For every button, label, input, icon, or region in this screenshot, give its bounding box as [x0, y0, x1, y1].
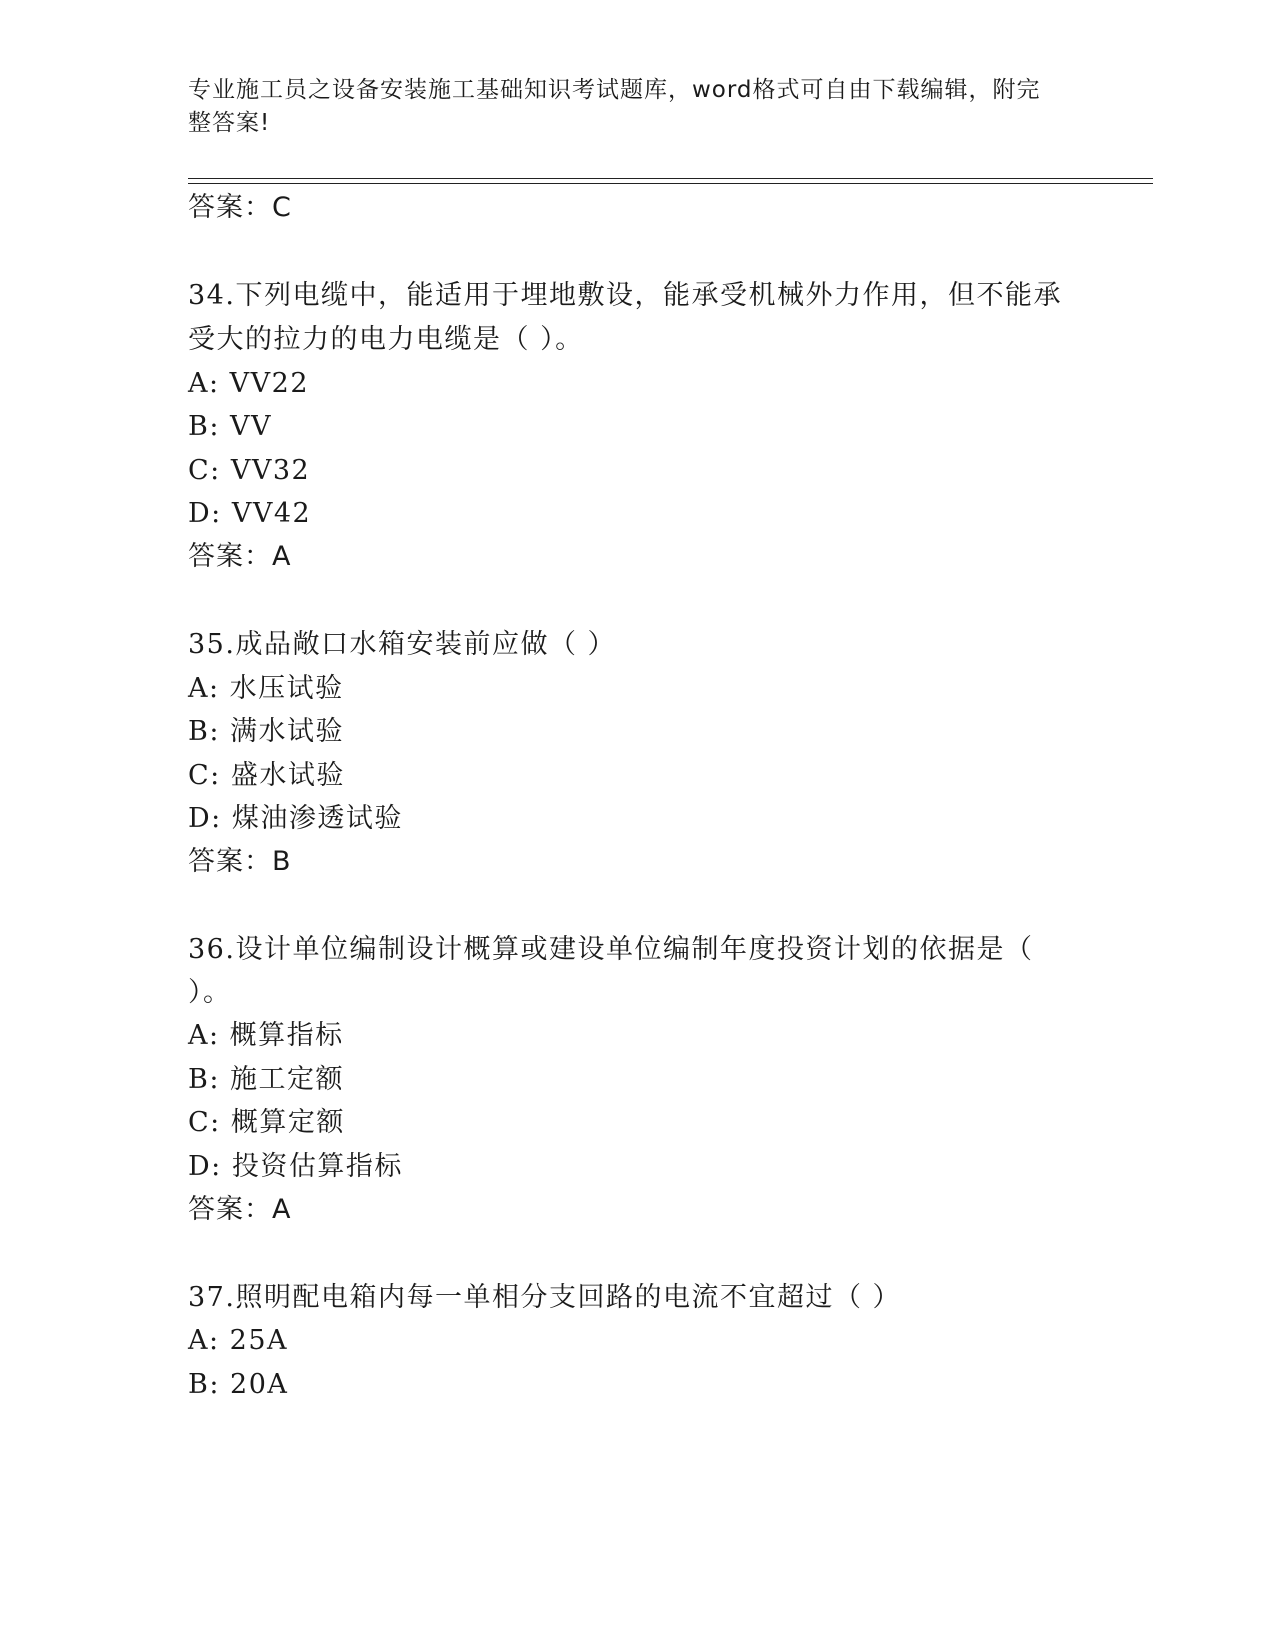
option-d: D: 投资估算指标	[188, 1151, 403, 1182]
option-a: A: 水压试验	[188, 673, 344, 704]
document-header	[188, 74, 1088, 140]
header-divider-bottom	[188, 183, 1153, 184]
option-b: B: 满水试验	[188, 716, 345, 747]
option-b: B: 20A	[188, 1369, 289, 1400]
option-a: A: 概算指标	[188, 1020, 344, 1051]
option-d: D: 煤油渗透试验	[188, 803, 403, 834]
question-text-line: 37.照明配电箱内每一单相分支回路的电流不宜超过（ ）	[188, 1282, 902, 1313]
answer-label: 答案：B	[188, 846, 292, 877]
question-text-line: 35.成品敞口水箱安装前应做（ ）	[188, 629, 617, 660]
question-text-line: 36.设计单位编制设计概算或建设单位编制年度投资计划的依据是（	[188, 934, 1034, 965]
option-c: C: 概算定额	[188, 1107, 345, 1138]
option-c: C: VV32	[188, 455, 311, 486]
question-text-line: 34.下列电缆中，能适用于埋地敷设，能承受机械外力作用，但不能承	[188, 280, 1062, 311]
option-a: A: VV22	[188, 368, 310, 399]
question-text-line: ）。	[188, 977, 232, 1008]
question-text-line: 受大的拉力的电力电缆是（ ）。	[188, 324, 584, 355]
option-a: A: 25A	[188, 1325, 289, 1356]
option-d: D: VV42	[188, 498, 312, 529]
option-b: B: 施工定额	[188, 1064, 345, 1095]
header-line-1: 专业施工员之设备安装施工基础知识考试题库，word格式可自由下载编辑，附完	[188, 77, 1041, 103]
header-divider-top	[188, 178, 1153, 179]
answer-label: 答案：A	[188, 1194, 292, 1225]
option-b: B: VV	[188, 411, 273, 442]
option-c: C: 盛水试验	[188, 760, 345, 791]
answer-label: 答案：A	[188, 541, 292, 572]
header-line-2: 整答案!	[188, 110, 271, 136]
previous-answer: 答案：C	[188, 192, 292, 223]
